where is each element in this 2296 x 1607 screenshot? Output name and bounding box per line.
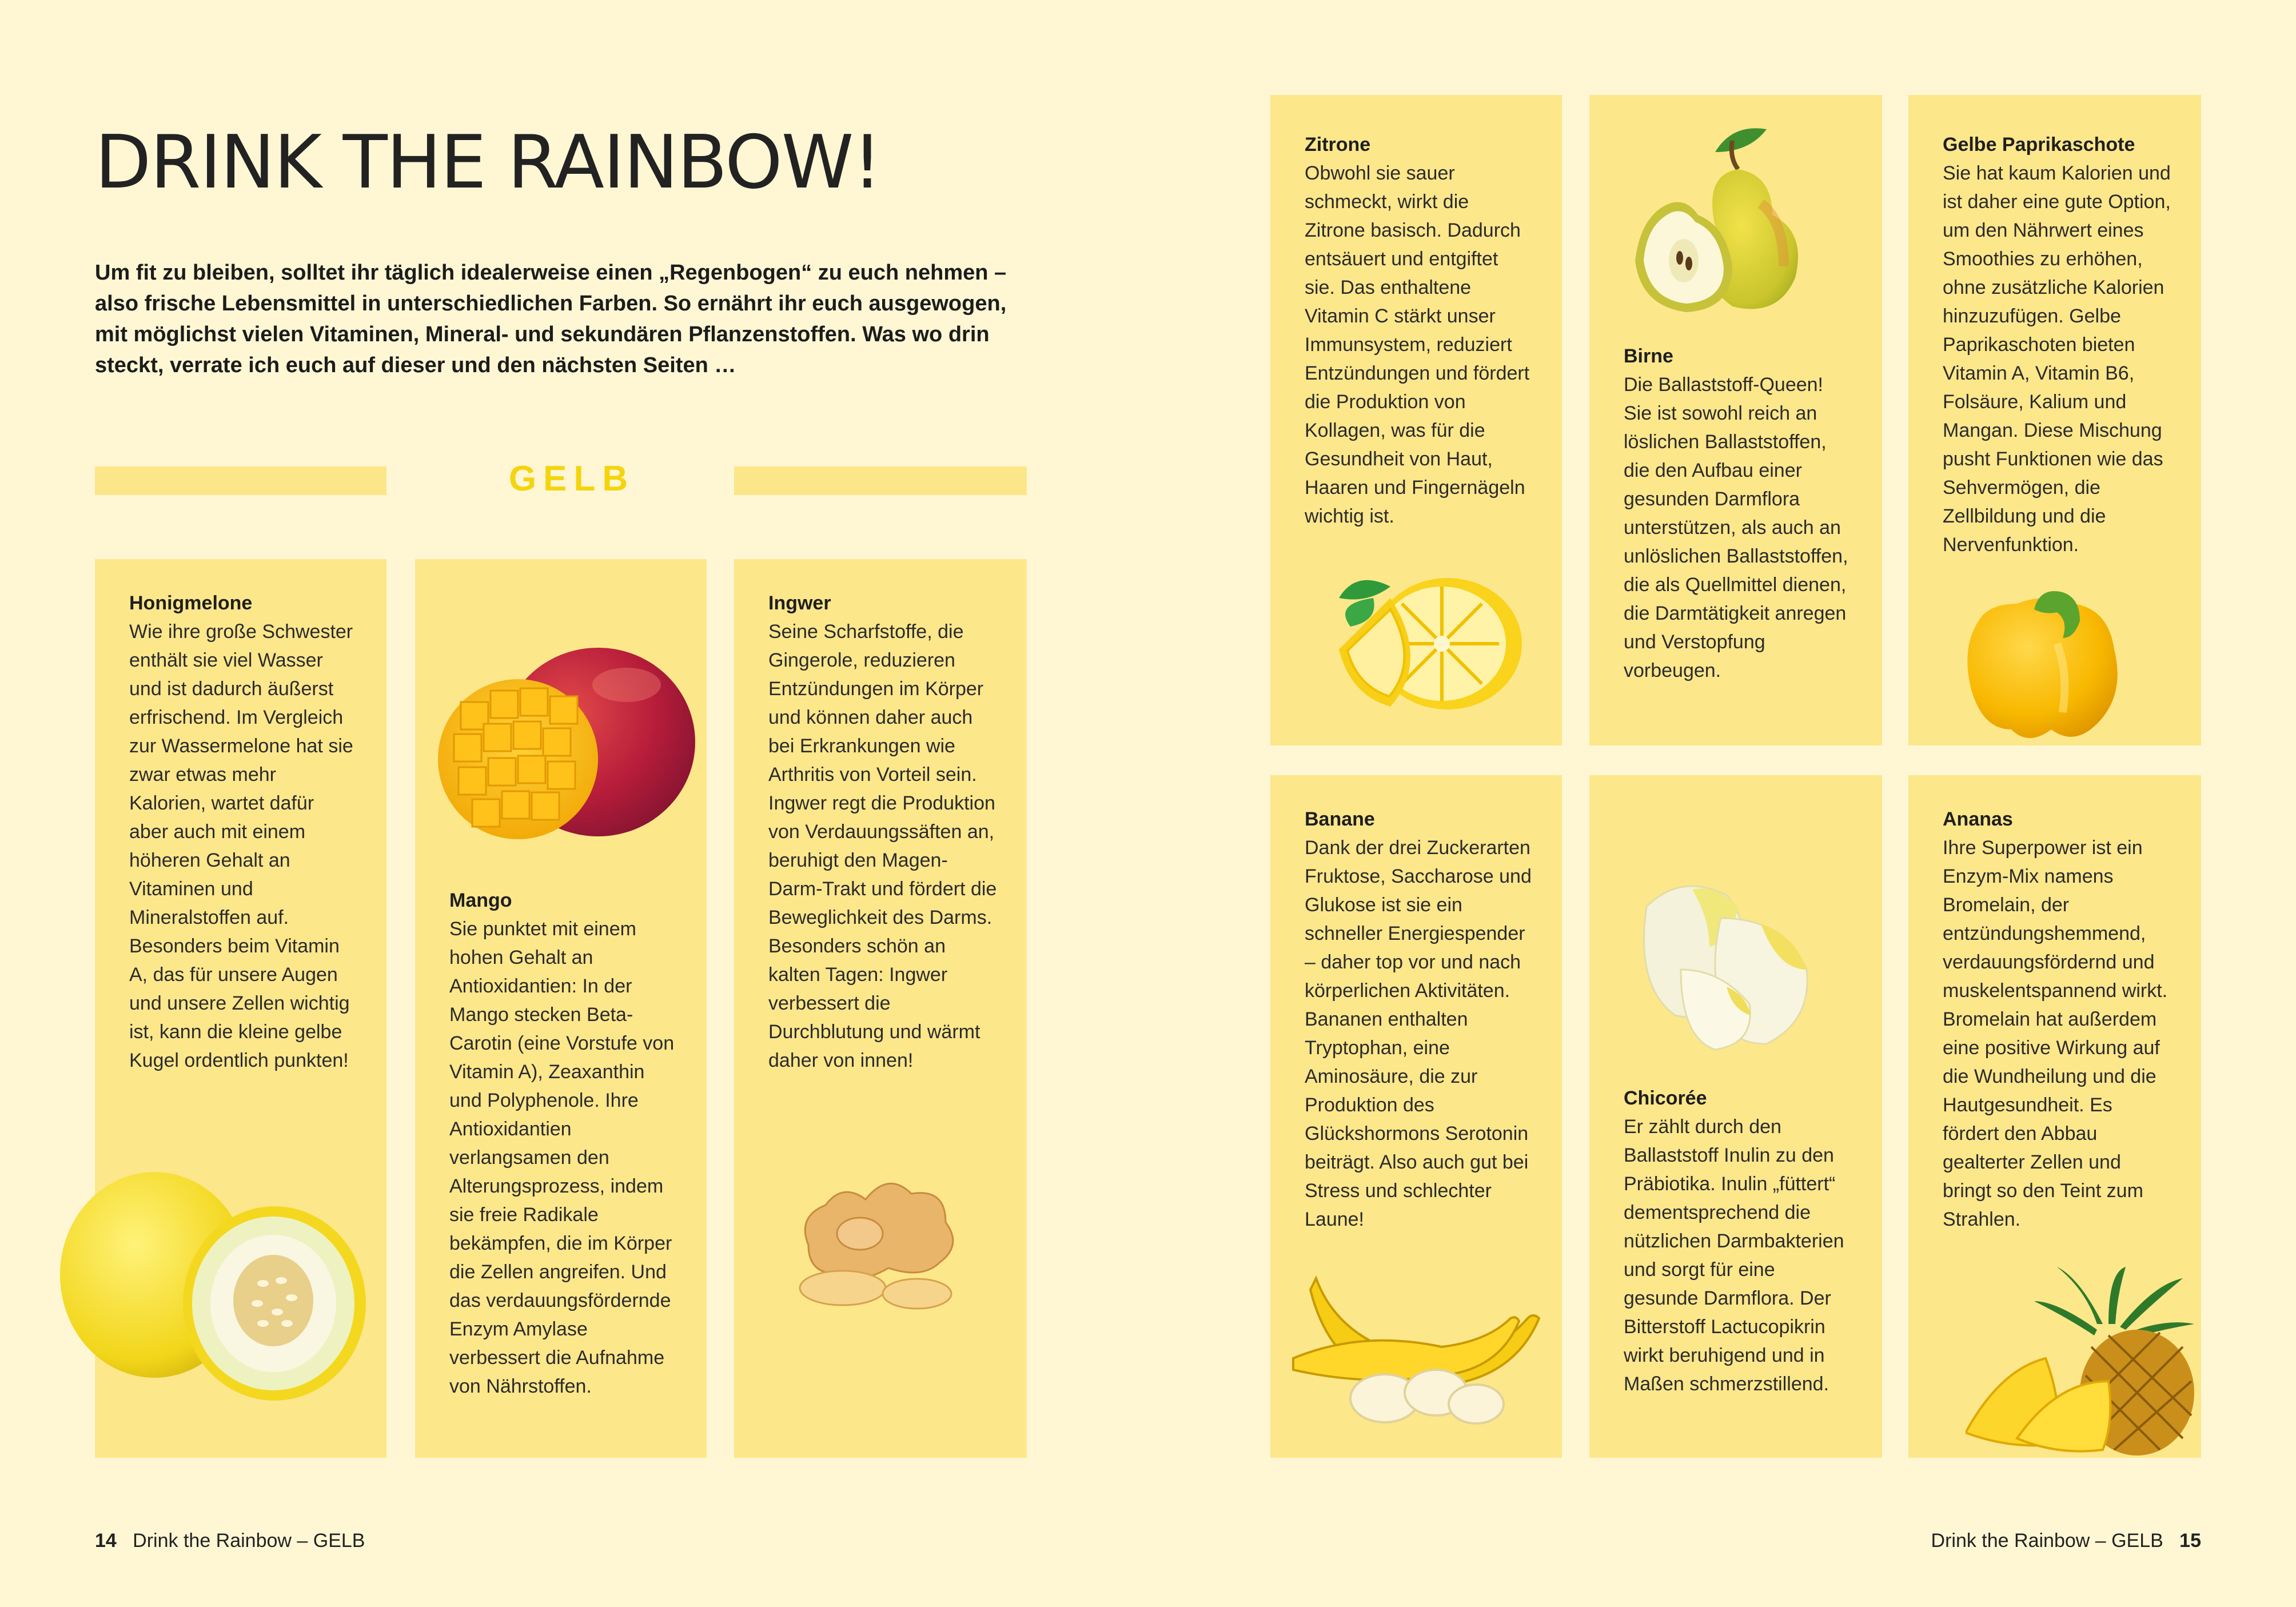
card-text: Obwohl sie sauer schmeckt, wirkt die Zitrone basisch. Dadurch entsäuert und entgiftet sie. Das enthaltene Vitamin C stärkt unser Immunsystem, reduziert Entzündungen und fördert die Produktion von Kollagen, was für die Gesundheit von Haut, Haaren und Fingernägeln wichtig ist. xyxy=(1305,162,1530,527)
page-number-left: 14 xyxy=(95,1530,117,1552)
card-text: Sie hat kaum Kalorien und ist daher eine gute Option, um den Nährwert eines Smoothies zu erhöhen, ohne zusätzliche Kalorien hinzuzufügen. Gelbe Paprikaschoten bieten Vitamin A, Vitamin B6, Folsäure, Kalium und Mangan. Diese Mischung pusht Funktionen wie das Sehvermögen, die Zellbildung und die Nervenfunktion. xyxy=(1943,162,2171,556)
card-title: Banane xyxy=(1305,808,1375,830)
section-label: GELB xyxy=(508,459,635,499)
footer-text-left: Drink the Rainbow – GELB xyxy=(133,1530,365,1552)
card-text: Seine Scharfstoffe, die Gingerole, reduzieren Entzündungen im Körper und können daher auch bei Erkrankungen wie Arthritis von Vorteil sein. Ingwer regt die Produktion von Verdauungssäften an, beruhigt den Magen-Darm-Trakt und fördert die Beweglichkeit des Darms. Besonders schön an kalten Tagen: Ingwer verbessert die Durchblutung und wärmt daher von innen! xyxy=(768,621,997,1071)
chicory-icon xyxy=(1624,872,1829,1055)
card-text: Er zählt durch den Ballaststoff Inulin zu den Präbiotika. Inulin „füttert“ dementsprechend die nützlichen Darmbakterien und sorgt für eine gesunde Darmflora. Der Bitterstoff Lactucopikrin wirkt beruhigend und in Maßen schmerzstillend. xyxy=(1624,1116,1844,1395)
card-ingwer xyxy=(734,559,1027,1458)
footer-left xyxy=(95,1530,365,1552)
pear-icon xyxy=(1618,118,1824,335)
page-title: DRINK THE RAINBOW! xyxy=(95,120,881,205)
mango-icon xyxy=(426,639,707,856)
footer-text-right: Drink the Rainbow – GELB xyxy=(1931,1530,2163,1552)
honeydew-melon-icon xyxy=(57,1161,377,1412)
card-birne xyxy=(1589,95,1882,745)
banana-icon xyxy=(1270,1255,1562,1427)
section-bar-right xyxy=(734,466,1027,495)
page-number-right: 15 xyxy=(2179,1530,2201,1552)
bell-pepper-icon xyxy=(1948,581,2143,745)
card-title: Ananas xyxy=(1943,808,2013,830)
card-title: Birne xyxy=(1624,345,1673,367)
card-gelbe-paprikaschote xyxy=(1908,95,2201,745)
card-text: Dank der drei Zuckerarten Fruktose, Saccharose und Glukose ist sie ein schneller Energiespender – daher top vor und nach körperlichen Aktivitäten. Bananen enthalten Tryptophan, eine Aminosäure, die zur Produktion des Glückshormons Serotonin beiträgt. Also auch gut bei Stress und schlechter Laune! xyxy=(1305,837,1532,1230)
intro-text: Um fit zu bleiben, solltet ihr täglich idealerweise einen „Regenbogen“ zu euch nehmen – also frische Lebensmittel in unterschiedlichen Farben. So ernährt ihr euch ausgewogen, mit möglichst vielen Vitaminen, Mineral- und sekundären Pflanzenstoffen. Was wo drin steckt, verrate ich euch auf dieser und den nächsten Seiten … xyxy=(95,261,1007,377)
card-title: Ingwer xyxy=(768,592,831,614)
card-text: Ihre Superpower ist ein Enzym-Mix namens Bromelain, der entzündungshemmend, verdauungsfördernd und muskelentspannend wirkt. Bromelain hat außerdem eine positive Wirkung auf die Wundheilung und die Hautgesundheit. Es fördert den Abbau gealterter Zellen und bringt so den Teint zum Strahlen. xyxy=(1943,837,2168,1230)
card-title: Gelbe Paprikaschote xyxy=(1943,134,2135,155)
footer-right xyxy=(1931,1530,2201,1552)
ginger-icon xyxy=(774,1159,980,1314)
card-text: Wie ihre große Schwester enthält sie viel Wasser und ist dadurch äußerst erfrischend. Im Vergleich zur Wassermelone hat sie zwar etwas mehr Kalorien, wartet dafür aber auch mit einem höheren Gehalt an Vitaminen und Mineralstoffen auf. Besonders beim Vitamin A, das für unsere Augen und unsere Zellen wichtig ist, kann die kleine gelbe Kugel ordentlich punkten! xyxy=(129,621,353,1071)
card-banane xyxy=(1270,775,1562,1458)
card-ananas xyxy=(1908,775,2201,1458)
section-bar-left xyxy=(95,466,386,495)
card-mango xyxy=(415,559,707,1458)
card-title: Zitrone xyxy=(1305,134,1371,155)
card-text: Die Ballaststoff-Queen! Sie ist sowohl reich an löslichen Ballaststoffen, die den Aufbau einer gesunden Darmflora unterstützen, als auch an unlöslichen Ballaststoffen, die als Quellmittel dienen, die Darmtätigkeit anregen und Verstopfung vorbeugen. xyxy=(1624,374,1848,681)
card-title: Chicorée xyxy=(1624,1087,1707,1109)
pineapple-icon xyxy=(1966,1267,2201,1456)
lemon-icon xyxy=(1316,564,1522,724)
card-text: Sie punktet mit einem hohen Gehalt an Antioxidantien: In der Mango stecken Beta-Carotin (eine Vorstufe von Vitamin A), Zeaxanthin und Polyphenole. Ihre Antioxidantien verlangsamen den Alterungsprozess, indem sie freie Radikale bekämpfen, die im Körper die Zellen angreifen. Und das verdauungsfördernde Enzym Amylase verbessert die Aufnahme von Nährstoffen. xyxy=(449,918,675,1397)
card-title: Honigmelone xyxy=(129,592,253,614)
card-chicoree xyxy=(1589,775,1882,1458)
card-title: Mango xyxy=(449,890,512,911)
card-zitrone xyxy=(1270,95,1562,745)
